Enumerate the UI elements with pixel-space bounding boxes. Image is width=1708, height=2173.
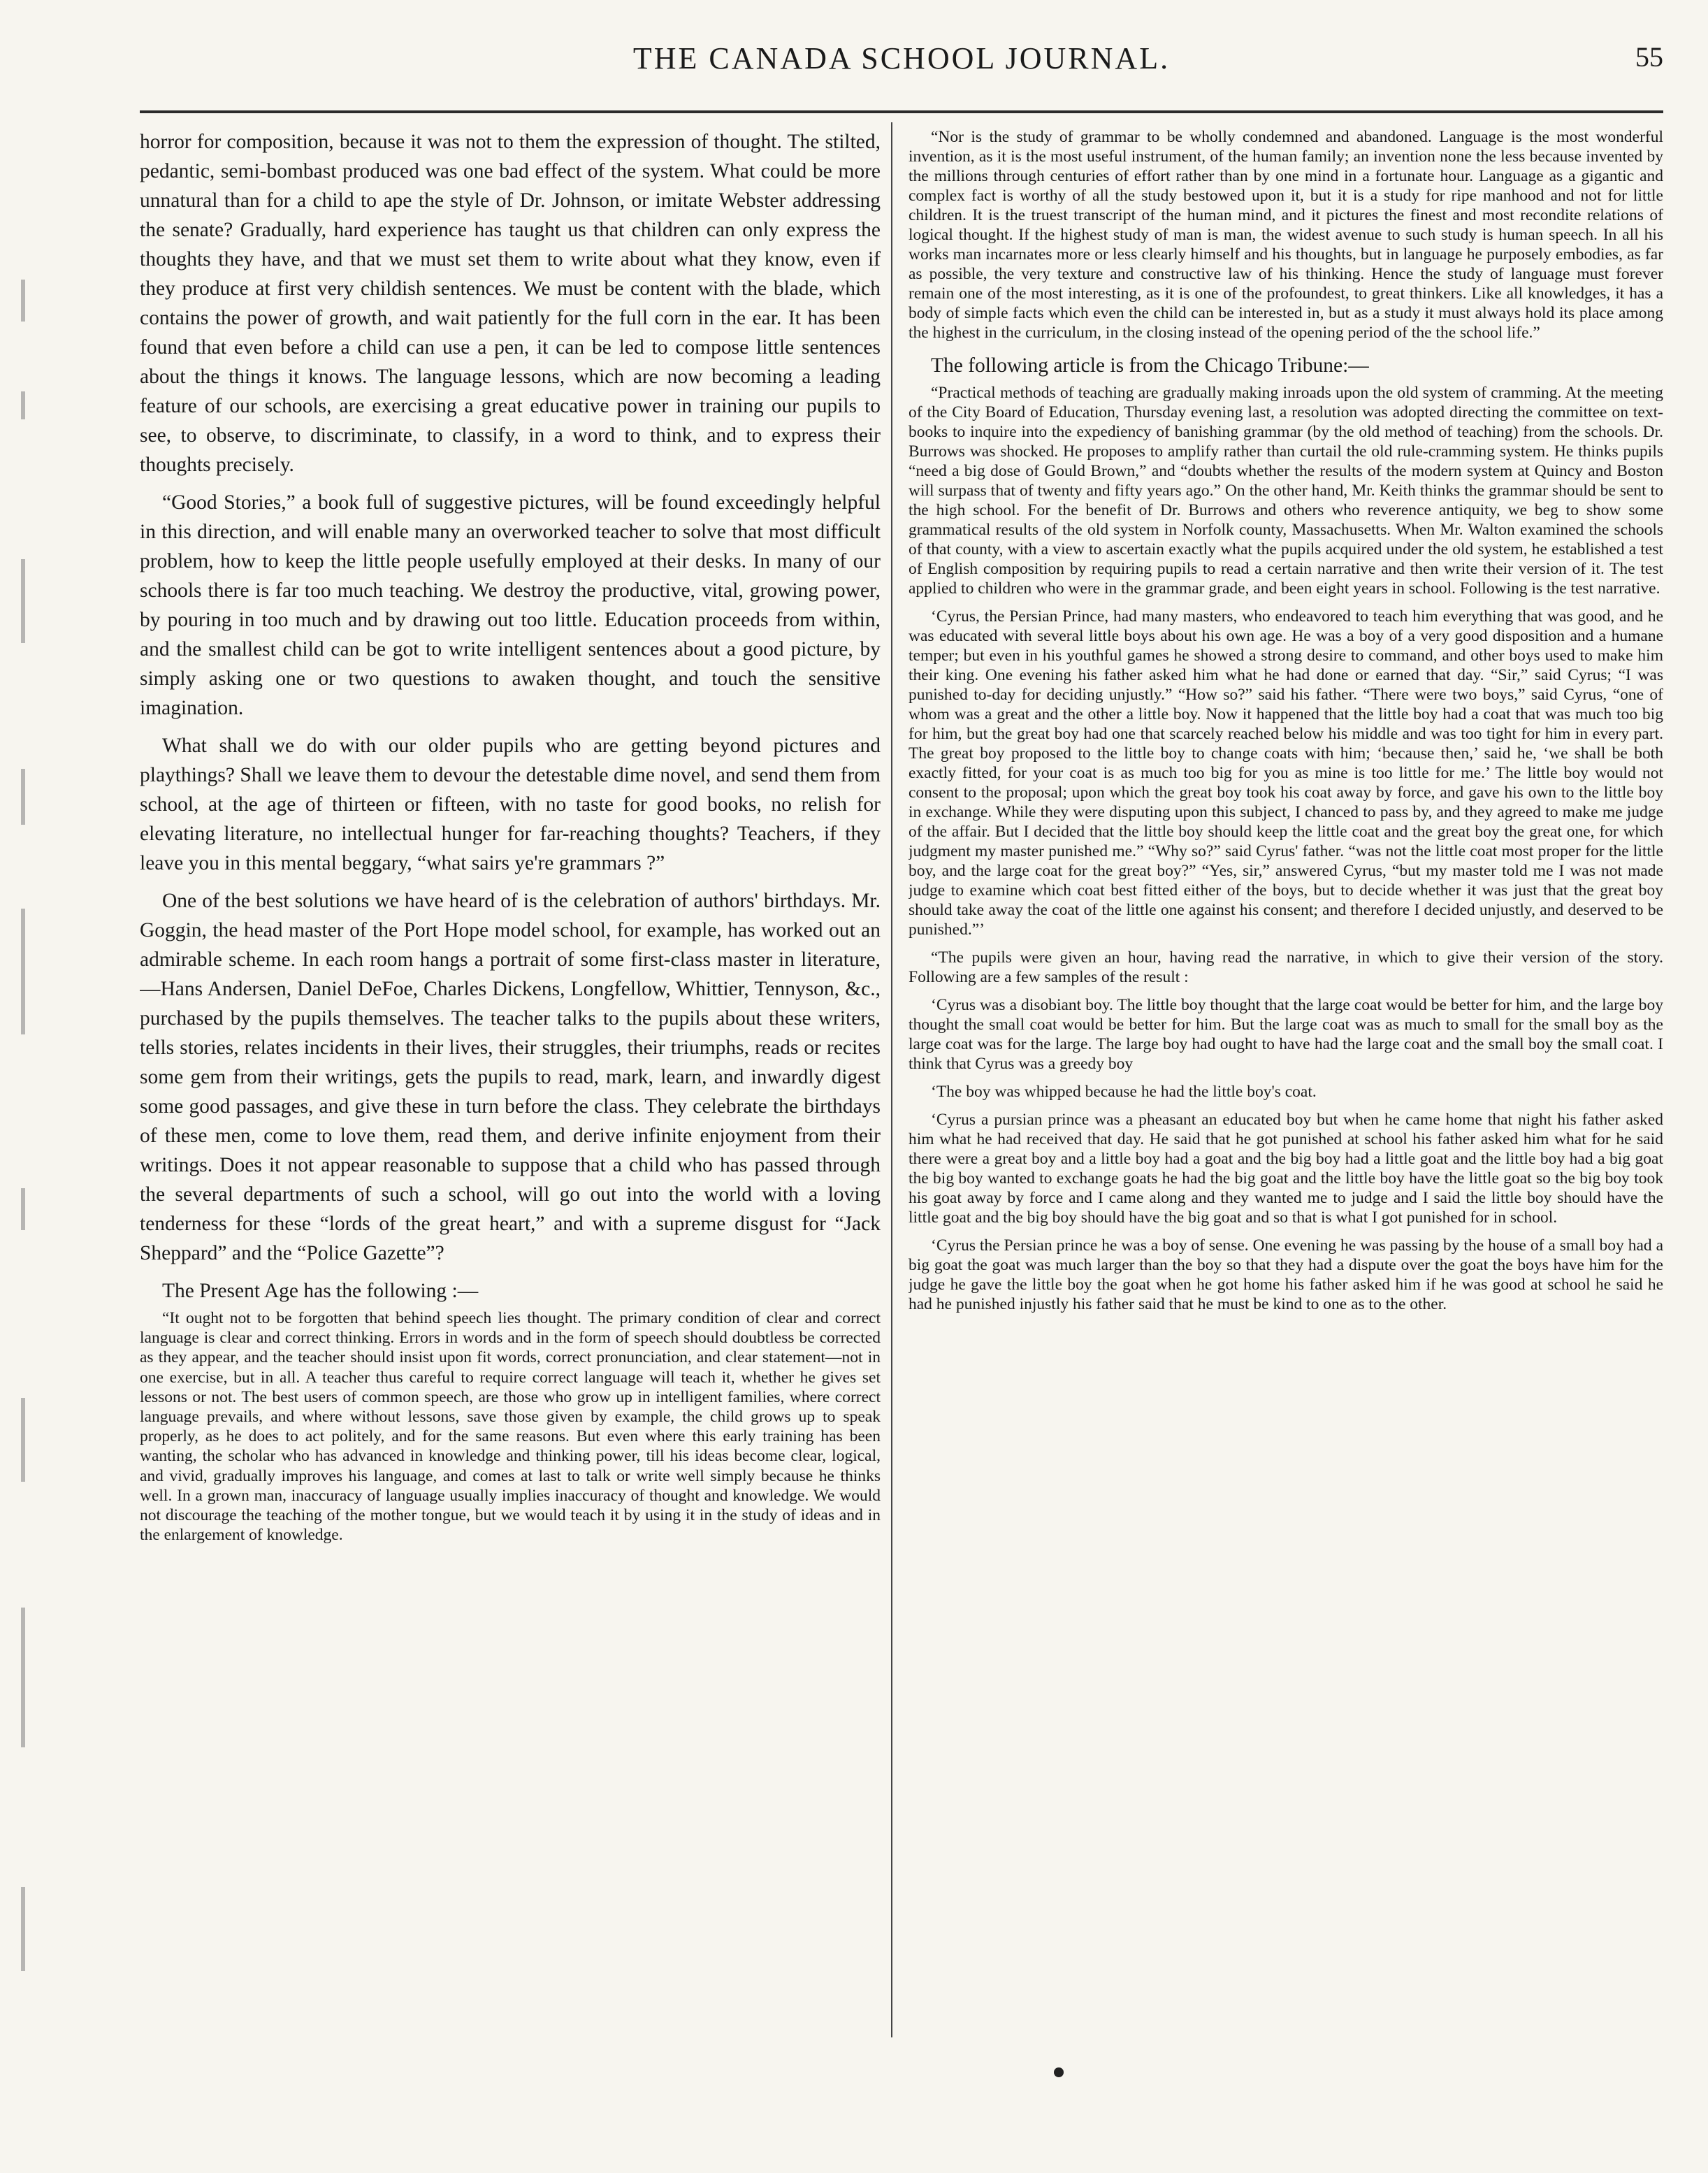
column-separator xyxy=(891,122,892,2037)
paragraph: horror for composition, because it was not to them the expression of thought. The stilted, pedantic, semi-bombast produced was one bad effect of the system. What could be more unnatural than for a child to ape the style of Dr. Johnson, or imitate Webster addressing the senate? Gradually, hard experience has taught us that children can only express the thoughts they have, and that we must set them to write about what they know, even if they produce at first very childish sentences. We must be content with the blade, which contains the power of growth, and wait patiently for the full corn in the ear. It has been found that even before a child can use a pen, it can be led to compose little sentences about the things it knows. The language lessons, which are now becoming a leading feature of our schools, are exercising a great educative power in training our pupils to see, to observe, to discriminate, to classify, in a word to think, and to express their thoughts precisely. xyxy=(140,131,881,476)
journal-title: THE CANADA SCHOOL JOURNAL. xyxy=(632,41,1171,75)
page-header xyxy=(140,28,1663,98)
sample-answer: ‘Cyrus a pursian prince was a pheasant an educated boy but when he came home that night his father asked him what he had received that day. He said that he got punished at school his father asked him what for he said there were a great boy and a little boy had a goat and the big boy had a little goat and the little boy had a big goat the big boy wanted to exchange goats he had the big goat and the little boy have the little goat so the big boy took his goat away by force and I came along and they wanted me to judge and I said the little boy should have the little goat and the big boy should have the big goat and so that is what I got punished for in school. xyxy=(909,1111,1663,1227)
tribune-article: “Practical methods of teaching are gradually making inroads upon the old system of cramming. At the meeting of the City Board of Education, Thursday evening last, a resolution was adopted directing the committee on text-books to inquire into the expediency of banishing grammar (by the old method of teaching) from the schools. Dr. Burrows was shocked. He proposes to amplify rather than curtail the old rule-cramming system. He thinks pupils “need a big dose of Gould Brown,” and “doubts whether the results of the modern system at Quincy and Boston will surpass that of twenty and fifty years ago.” On the other hand, Mr. Keith thinks the grammar should be sent to the high school. For the benefit of Dr. Burrows and others who reverence antiquity, we beg to show some grammatical results of the old system in Norfolk county, Massachusetts. When Mr. Walton examined the schools of that county, with a view to ascertain exactly what the pupils acquired under the old system, he established a test of English composition by requiring pupils to read a certain narrative and then write their version of it. The test applied to children who were in the grammar grade, and been eight years in school. Following is the test narrative. xyxy=(909,384,1663,598)
margin-scan-marks xyxy=(0,0,84,2173)
paragraph: The Present Age has the following :— xyxy=(162,1280,479,1302)
quote-continuation: “Nor is the study of grammar to be wholly condemned and abandoned. Language is the most wonderful invention, as it is the most useful instrument, of the human family; an invention none the less because invented by the millions through centuries of effort rather than by one mind in a fortunate hour. Language as a gigantic and complex fact is worthy of all the study bestowed upon it, but it is a study for ripe manhood and not for little children. It is the truest transcript of the human mind, and it pictures the finest and most recondite relations of logical thought. If the highest study of man is man, the widest avenue to such study is human speech. In all his works man incarnates more or less clearly himself and his thoughts, but in language he purposely embodies, as far as possible, the very texture and constructive law of his thinking. Hence the study of language must forever remain one of the most interesting, as it is one of the profoundest, to great thinkers. Like all knowledges, it has a body of simple facts which even the child can be interested in, but as a study it must always hold its place among the highest in the curriculum, in the closing instead of the opening period of the the school life.” xyxy=(909,128,1663,342)
header-rule xyxy=(140,110,1663,113)
left-column xyxy=(140,127,881,2039)
sample-answer: ‘The boy was whipped because he had the little boy's coat. xyxy=(931,1083,1317,1101)
test-narrative: ‘Cyrus, the Persian Prince, had many masters, who endeavored to teach him everything that was good, and he was educated with several little boys about his own age. He was a boy of a very good disposition and a humane temper; but even in his youthful games he showed a strong desire to command, and other boys used to make him their king. One evening his father asked him what he had done or earned that day. “Sir,” said Cyrus; “I was punished to-day for deciding unjustly.” “How so?” said his father. “There were two boys,” said Cyrus, “one of whom was a great and the other a little boy. Now it happened that the little boy had a coat that was much too big for him, but the great boy had one that scarcely reached below his middle and was too tight for him in every part. The great boy proposed to the little boy to change coats with him; ‘because then,’ said he, ‘we shall be both exactly fitted, for your coat is as much too big for you as mine is too little for me.’ The little boy would not consent to the proposal; upon which the great boy took his coat away by force, and gave his own to the little boy in exchange. While they were disputing upon this subject, I chanced to pass by, and they agreed to make me judge of the affair. But I decided that the little boy should keep the little coat and the great boy the great one, for which judgment my master punished me.” “Why so?” said Cyrus' father. “was not the little coat most proper for the little boy, and the large coat for the great boy?” “Yes, sir,” answered Cyrus, “but my master told me I was not made judge to examine which coat best fitted either of the boys, but to decide whether it was just that the great boy should take away the coat of the little one against his consent; and therefore I decided unjustly, and deserved to be punished.”’ xyxy=(909,607,1663,939)
paragraph: One of the best solutions we have heard of is the celebration of authors' birthdays. Mr. Goggin, the head master of the Port Hope model school, for example, has worked out an admirable scheme. In each room hangs a portrait of some first-class master in literature,—Hans Andersen, Daniel DeFoe, Charles Dickens, Longfellow, Whittier, Tennyson, &c., purchased by the pupils themselves. The teacher talks to the pupils about these writers, tells stories, relates incidents in their lives, their struggles, their triumphs, reads or recites some gem from their writings, gets the pupils to read, mark, learn, and inwardly digest some good passages, and give these in turn before the class. They celebrate the birthdays of these men, come to love them, read them, and derive infinite enjoyment from their writings. Does it not appear reasonable to suppose that a child who has passed through the several departments of such a school, will go out into the world with a loving tenderness for these “lords of the great heart,” and with a supreme disgust for “Jack Sheppard” and the “Police Gazette”? xyxy=(140,890,881,1264)
results-intro: “The pupils were given an hour, having read the narrative, in which to give their version of the story. Following are a few samples of the result : xyxy=(909,948,1663,986)
paragraph: “Good Stories,” a book full of suggestive pictures, will be found exceedingly helpful in this direction, and will enable many an overworked teacher to solve that most difficult problem, how to keep the little people usefully employed at their desks. In many of our schools there is far too much teaching. We destroy the productive, vital, growing power, by pouring in too much and by drawing out too little. Education proceeds from within, and the smallest child can be got to write intelligent sentences about a good picture, by simply asking one or two questions to awaken thought, and touch the sensitive imagination. xyxy=(140,491,881,719)
footer-dot xyxy=(1054,2067,1064,2077)
sample-answer: ‘Cyrus was a disobiant boy. The little boy thought that the large coat would be better for him, and the large boy thought the small coat would be better for him. But the large coat was as much to small for the small boy as the large coat was for the large. The large boy had ought to have had the large coat and the small boy the small coat. I think that Cyrus was a greedy boy xyxy=(909,996,1663,1073)
paragraph: What shall we do with our older pupils who are getting beyond pictures and playthings? Shall we leave them to devour the detestable dime novel, and send them from school, at the age of thirteen or fifteen, with no taste for good books, no relish for elevating literature, no intellectual hunger for far-reaching thoughts? Teachers, if they leave you in this mental beggary, “what sairs ye're grammars ?” xyxy=(140,735,881,874)
page-number: 55 xyxy=(1635,41,1663,73)
tribune-intro: The following article is from the Chicago Tribune:— xyxy=(931,354,1369,377)
quote-present-age: “It ought not to be forgotten that behind speech lies thought. The primary condition of clear and correct language is clear and correct thinking. Errors in words and in the form of speech should doubtless be corrected as they appear, and the teacher should insist upon fit words, correct pronunciation, and clear statement—not in one exercise, but in all. A teacher thus careful to require correct language will teach it, whether he gives set lessons or not. The best users of common speech, are those who grow up in intelligent families, where correct language prevails, and where without lessons, save those given by example, the child grows up to speak properly, as he does to act politely, and for the same reasons. But even where this early training has been wanting, the scholar who has advanced in knowledge and thinking power, till his ideas become clear, logical, and vivid, gradually improves his language, and comes at last to talk or write well simply because he thinks well. In a grown man, inaccuracy of language usually implies inaccuracy of thought and knowledge. We would not discourage the teaching of the mother tongue, but we would teach it by using it in the study of ideas and in the enlargement of knowledge. xyxy=(140,1309,881,1545)
right-column xyxy=(909,127,1663,2039)
sample-answer: ‘Cyrus the Persian prince he was a boy of sense. One evening he was passing by the house of a small boy had a big goat the goat was much larger than the boy so that they had a dispute over the goat the boys have him for the judge he gave the little boy the goat when he got home his father asked him if he was good at school he said he had he punished injustly his father said that he must be kind to one as to the other. xyxy=(909,1236,1663,1313)
